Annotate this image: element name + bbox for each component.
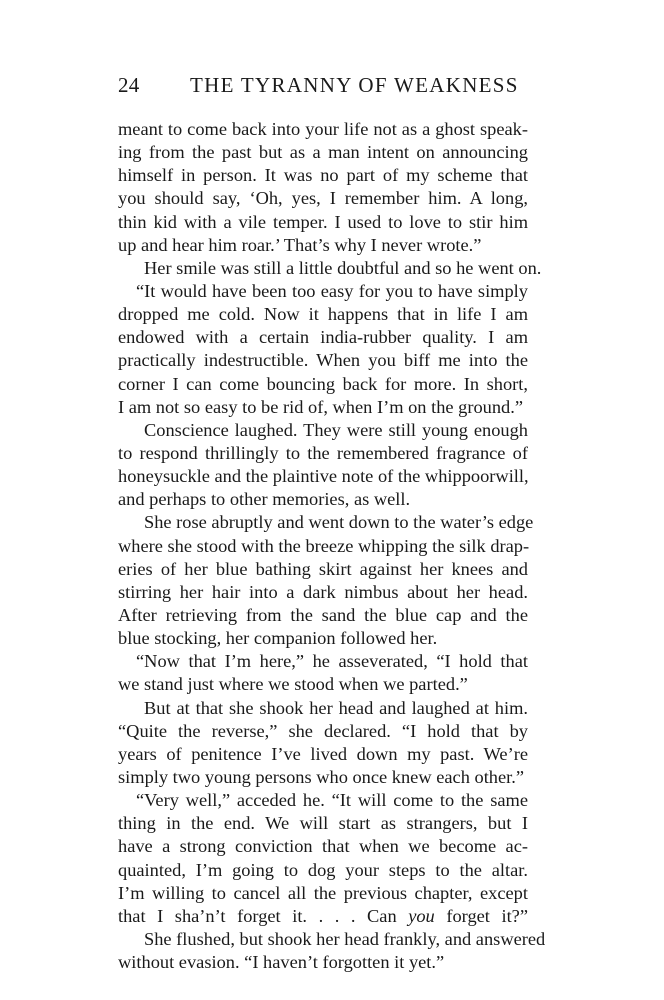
text-line: I am not so easy to be rid of, when I’m on the ground.”: [118, 396, 524, 417]
text-line: to respond thrillingly to the remembered fragrance of: [118, 442, 528, 463]
text-line: we stand just where we stood when we parted.”: [118, 674, 468, 695]
text-line: practically indestructible. When you biff me into the: [118, 350, 528, 371]
text-line: years of penitence I’ve lived down my past. We’re: [118, 743, 528, 764]
page-body: [118, 118, 546, 974]
text-line: simply two young persons who once knew each other.”: [118, 766, 525, 787]
text-line: himself in person. It was no part of my scheme that: [118, 165, 528, 186]
text-line: and perhaps to other memories, as well.: [118, 489, 411, 510]
paragraph-first-line: She rose abruptly and went down to the water’s edge: [144, 512, 534, 533]
paragraph-first-line: Conscience laughed. They were still young enough: [144, 419, 528, 440]
text-line: thing in the end. We will start as strangers, but I: [118, 813, 528, 834]
text-line: After retrieving from the sand the blue cap and the: [118, 604, 528, 625]
text-line: endowed with a certain india-rubber quality. I am: [118, 327, 528, 348]
line-segment: that I sha’n’t forget it. . . . Can: [118, 905, 397, 926]
text-line: “Quite the reverse,” she declared. “I hold that by: [118, 720, 528, 741]
page-number: 24: [118, 73, 140, 97]
line-segment: forget it?”: [446, 905, 528, 926]
text-line: up and hear him roar.’ That’s why I never wrote.”: [118, 234, 482, 255]
text-line: where she stood with the breeze whipping the silk drap-: [118, 535, 530, 556]
text-line: I’m willing to cancel all the previous chapter, except: [118, 882, 528, 903]
text-line-with-emphasis: [118, 905, 528, 928]
text-line: meant to come back into your life not as a ghost speak-: [118, 119, 528, 139]
text-line: ing from the past but as a man intent on announcing: [118, 142, 528, 163]
paragraph-first-line: She flushed, but shook her head frankly, and answered: [144, 928, 546, 949]
text-line: have a strong conviction that when we become ac-: [118, 836, 528, 857]
paragraph-first-line: But at that she shook her head and laughed at him.: [144, 697, 528, 718]
text-line: you should say, ‘Oh, yes, I remember him. A long,: [118, 188, 528, 209]
text-line: quainted, I’m going to dog your steps to the altar.: [118, 859, 528, 880]
text-line: stirring her hair into a dark nimbus about her head.: [118, 581, 528, 602]
text-line: eries of her blue bathing skirt against her knees and: [118, 558, 528, 579]
text-line: blue stocking, her companion followed her.: [118, 628, 438, 649]
text-line: honeysuckle and the plaintive note of the whippoorwill,: [118, 466, 529, 487]
running-title: THE TYRANNY OF WEAKNESS: [190, 73, 519, 97]
paragraph-first-line: “It would have been too easy for you to have simply: [136, 280, 528, 301]
emphasized-word: you: [408, 905, 435, 926]
paragraph-first-line: “Very well,” acceded he. “It will come to the same: [136, 790, 528, 811]
paragraph-first-line: Her smile was still a little doubtful and so he went on.: [144, 257, 542, 278]
paragraph-first-line: “Now that I’m here,” he asseverated, “I hold that: [136, 651, 528, 672]
text-line: dropped me cold. Now it happens that in life I am: [118, 304, 528, 325]
text-line: thin kid with a vile temper. I used to love to stir him: [118, 211, 528, 232]
page-header: [118, 73, 528, 103]
text-line: without evasion. “I haven’t forgotten it yet.”: [118, 952, 445, 973]
text-line: corner I can come bouncing back for more. In short,: [118, 373, 528, 394]
